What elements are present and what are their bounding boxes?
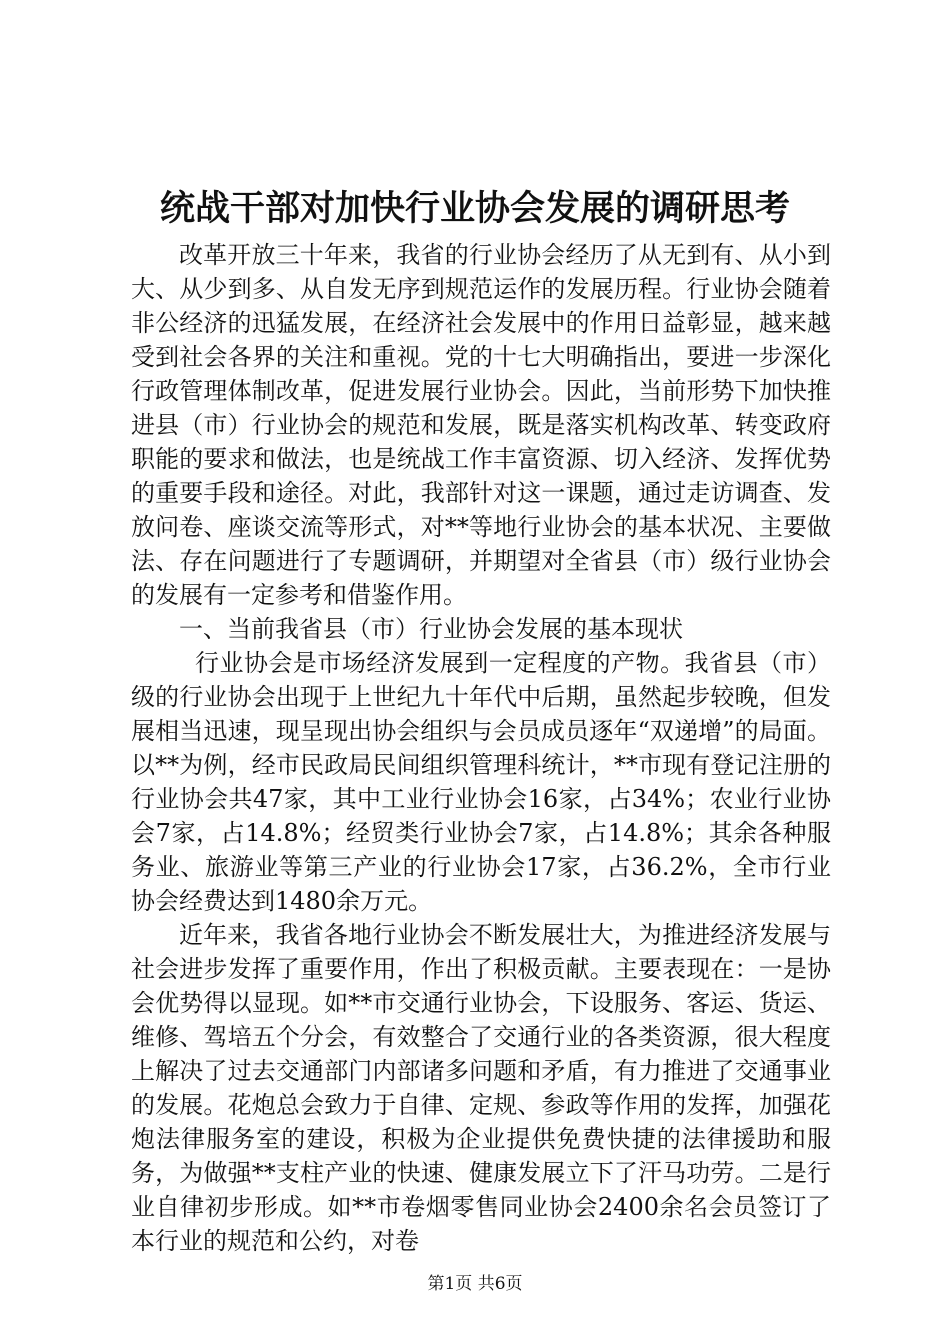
document-title: 统战干部对加快行业协会发展的调研思考 (159, 188, 790, 229)
document-body (131, 238, 831, 1258)
body-paragraph: 行业协会是市场经济发展到一定程度的产物。我省县（市）级的行业协会出现于上世纪九十年代中后期，虽然起步较晚，但发展相当迅速，现呈现出协会组织与会员成员逐年“双递增”的局面。以**为例，经市民政局民间组织管理科统计，**市现有登记注册的行业协会共47家，其中工业行业协会16家，占34%；农业行业协会7家，占14.8%；经贸类行业协会7家，占14.8%；其余各种服务业、旅游业等第三产业的行业协会17家，占36.2%，全市行业协会经费达到1480余万元。 (131, 649, 831, 915)
page-number-footer: 第1页 共6页 (427, 1274, 523, 1294)
body-paragraph: 近年来，我省各地行业协会不断发展壮大，为推进经济发展与社会进步发挥了重要作用，作出了积极贡献。主要表现在：一是协会优势得以显现。如**市交通行业协会，下设服务、客运、货运、维修、驾培五个分会，有效整合了交通行业的各类资源，很大程度上解决了过去交通部门内部诸多问题和矛盾，有力推进了交通事业的发展。花炮总会致力于自律、定规、参政等作用的发挥，加强花炮法律服务室的建设，积极为企业提供免费快捷的法律援助和服务，为做强**支柱产业的快速、健康发展立下了汗马功劳。二是行业自律初步形成。如**市卷烟零售同业协会2400余名会员签订了本行业的规范和公约，对卷 (131, 921, 831, 1255)
intro-paragraph: 改革开放三十年来，我省的行业协会经历了从无到有、从小到大、从少到多、从自发无序到规范运作的发展历程。行业协会随着非公经济的迅猛发展，在经济社会发展中的作用日益彰显，越来越受到社会各界的关注和重视。党的十七大明确指出，要进一步深化行政管理体制改革，促进发展行业协会。因此，当前形势下加快推进县（市）行业协会的规范和发展，既是落实机构改革、转变政府职能的要求和做法，也是统战工作丰富资源、切入经济、发挥优势的重要手段和途径。对此，我部针对这一课题，通过走访调查、发放问卷、座谈交流等形式，对**等地行业协会的基本状况、主要做法、存在问题进行了专题调研，并期望对全省县（市）级行业协会的发展有一定参考和借鉴作用。 (131, 241, 831, 609)
section-heading: 一、当前我省县（市）行业协会发展的基本现状 (179, 615, 683, 643)
